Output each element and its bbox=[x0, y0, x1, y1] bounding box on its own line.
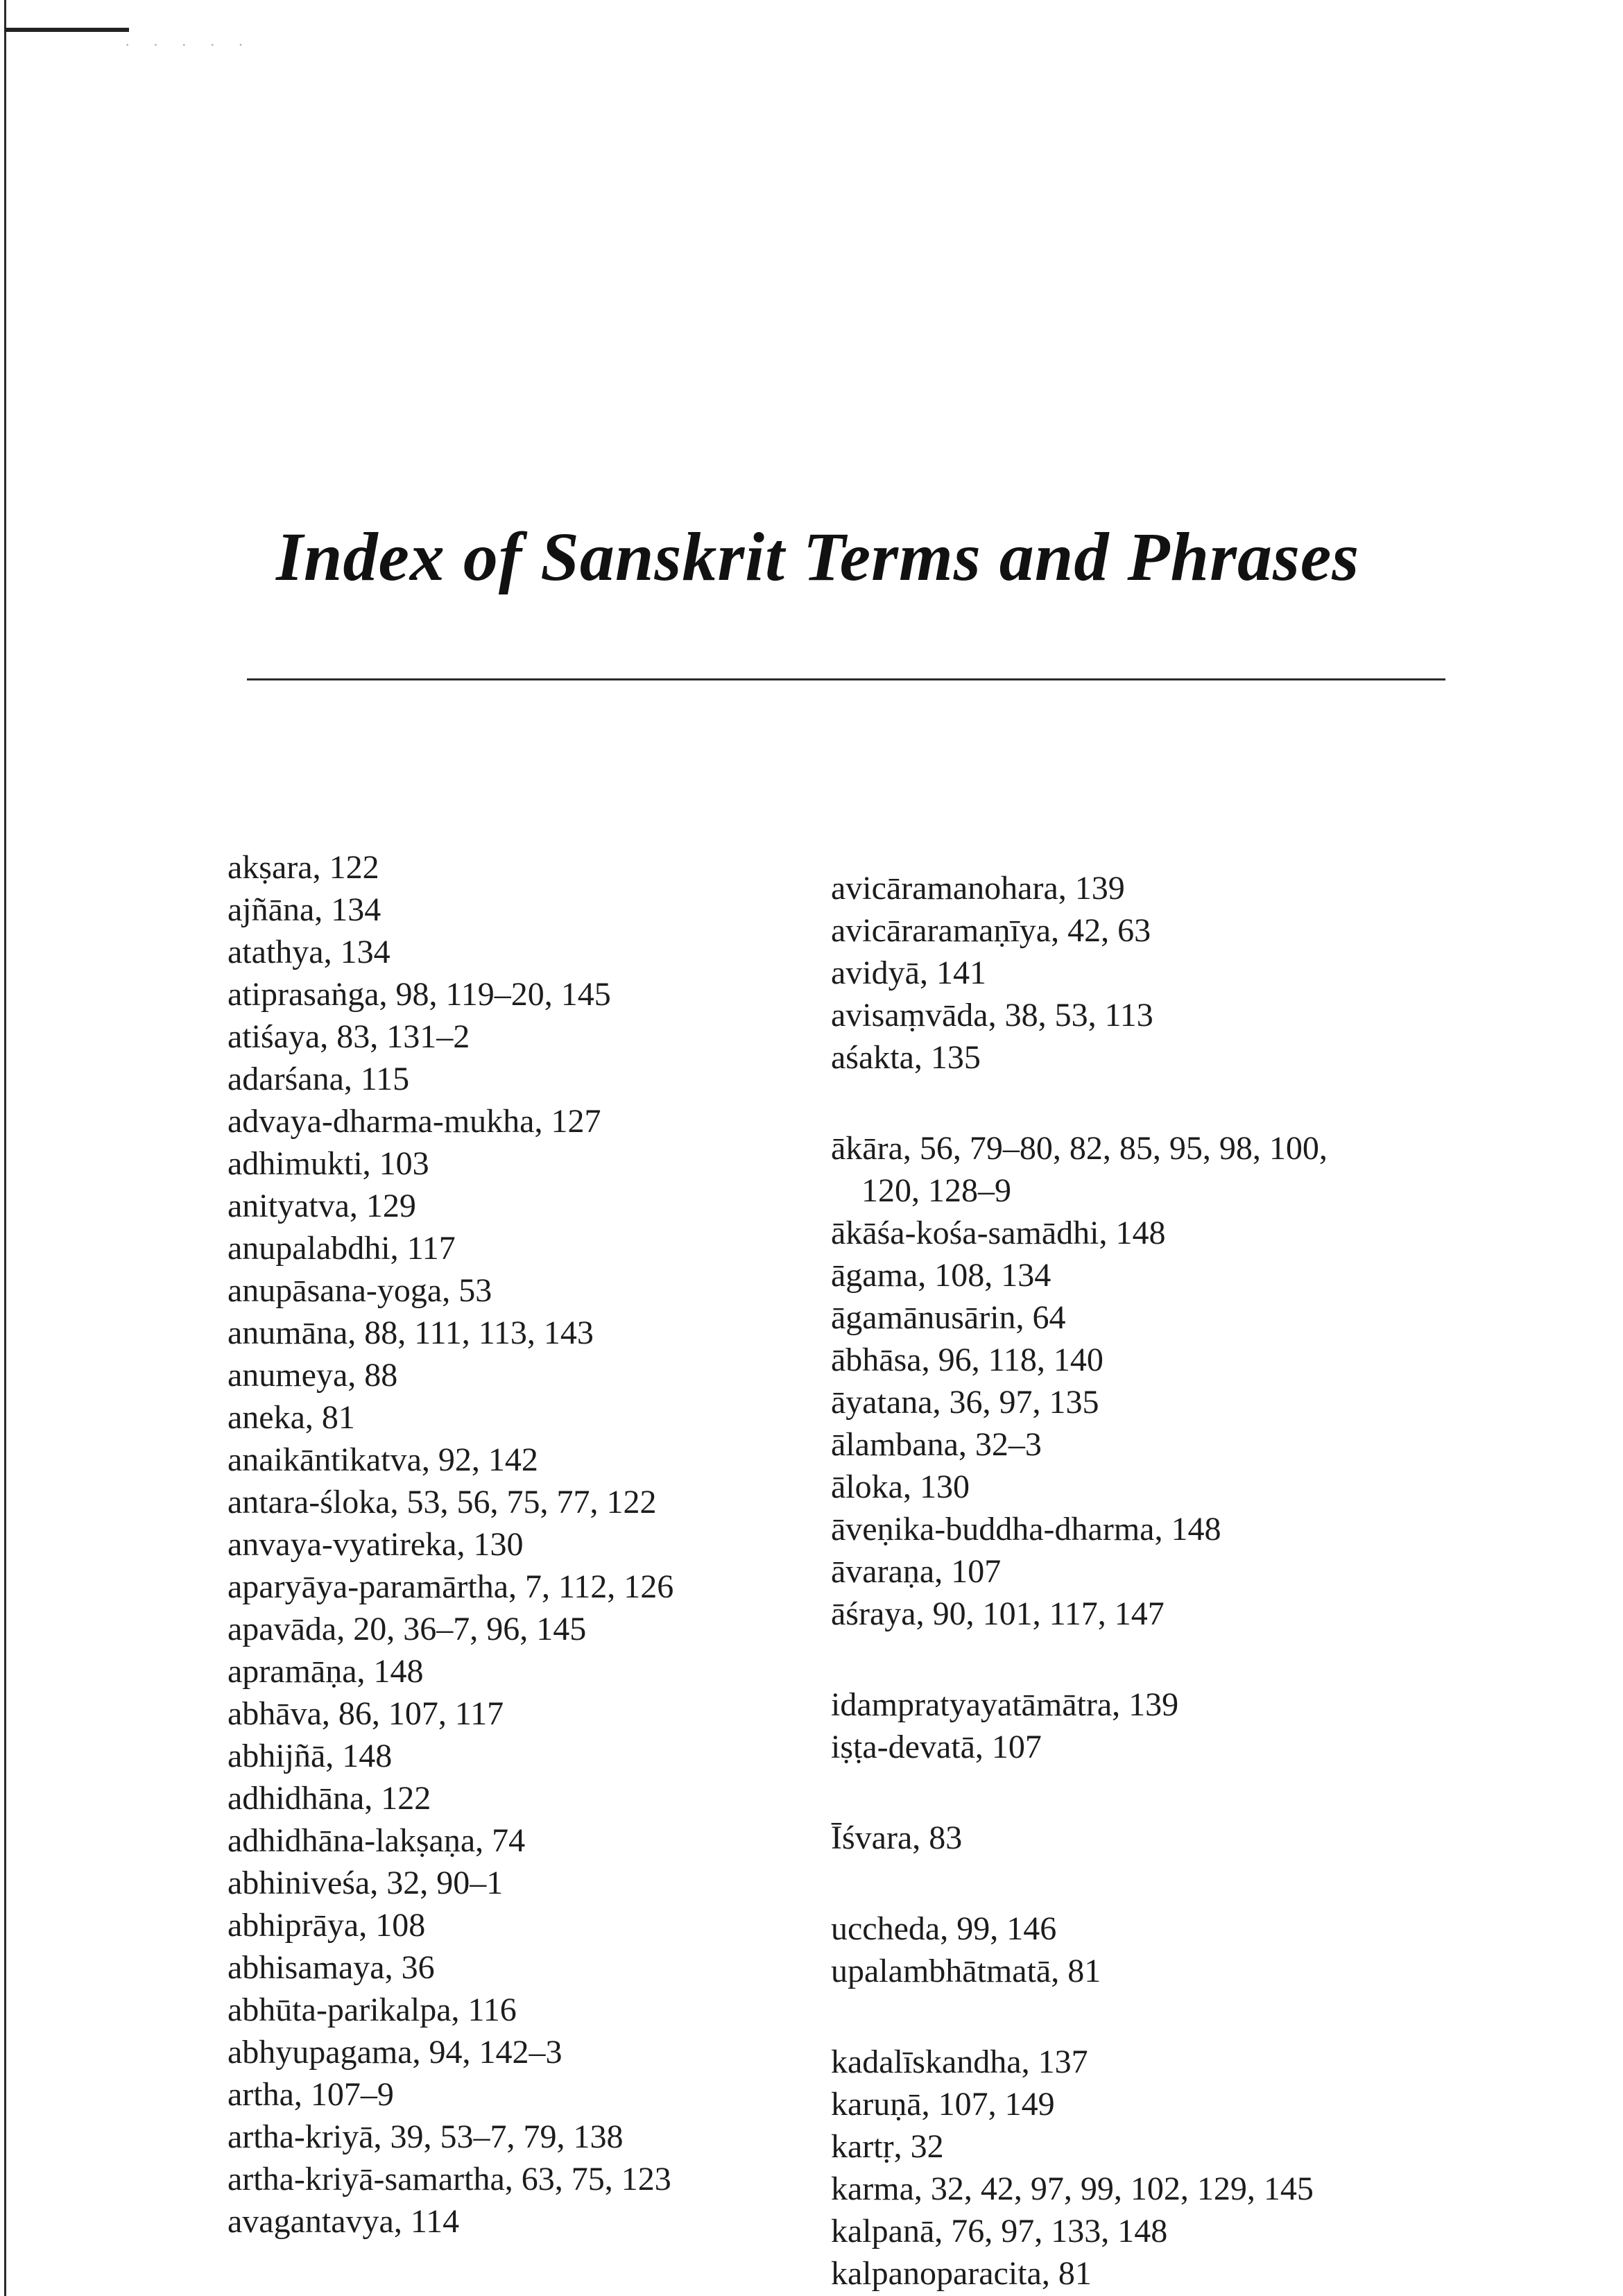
index-entry: anaikāntikatva, 92, 142 bbox=[227, 1441, 538, 1478]
index-group-gap bbox=[831, 1635, 1328, 1684]
page-binding-edge bbox=[4, 0, 6, 2296]
scan-edge-mark bbox=[4, 28, 129, 32]
index-entry: abhijñā, 148 bbox=[227, 1738, 393, 1774]
index-entry: karuṇā, 107, 149 bbox=[831, 2086, 1055, 2123]
index-entry: atathya, 134 bbox=[227, 934, 390, 970]
index-entry: āveṇika-buddha-dharma, 148 bbox=[831, 1511, 1221, 1548]
index-entry: adhimukti, 103 bbox=[227, 1145, 429, 1182]
index-group-gap bbox=[831, 1992, 1328, 2041]
index-entry: artha, 107–9 bbox=[227, 2076, 394, 2113]
index-entry: karma, 32, 42, 97, 99, 102, 129, 145 bbox=[831, 2170, 1314, 2207]
index-entry: abhisamaya, 36 bbox=[227, 1949, 435, 1986]
index-entry: avicāramanohara, 139 bbox=[831, 870, 1125, 907]
index-entry: avagantavya, 114 bbox=[227, 2203, 460, 2240]
index-entry: aneka, 81 bbox=[227, 1399, 355, 1436]
index-entry: aśakta, 135 bbox=[831, 1039, 981, 1076]
index-column-right bbox=[831, 867, 1328, 2295]
index-entry: anupalabdhi, 117 bbox=[227, 1230, 456, 1267]
index-entry: āśraya, 90, 101, 117, 147 bbox=[831, 1595, 1165, 1632]
index-column-left bbox=[227, 846, 673, 2243]
index-entry: kadalīskandha, 137 bbox=[831, 2044, 1088, 2080]
index-entry: idampratyayatāmātra, 139 bbox=[831, 1686, 1179, 1723]
index-entry: abhiniveśa, 32, 90–1 bbox=[227, 1865, 504, 1901]
index-entry: anumāna, 88, 111, 113, 143 bbox=[227, 1314, 594, 1351]
index-entry: aparyāya-paramārtha, 7, 112, 126 bbox=[227, 1568, 674, 1605]
index-entry: āloka, 130 bbox=[831, 1468, 970, 1505]
scan-speckles: · · · · · bbox=[125, 36, 253, 53]
index-entry: abhāva, 86, 107, 117 bbox=[227, 1695, 504, 1732]
page-title: Index of Sanskrit Terms and Phrases bbox=[276, 518, 1360, 595]
index-entry: avisaṃvāda, 38, 53, 113 bbox=[831, 997, 1153, 1034]
index-entry: apramāṇa, 148 bbox=[227, 1653, 424, 1690]
index-entry: adhidhāna, 122 bbox=[227, 1780, 431, 1817]
index-entry: atiprasaṅga, 98, 119–20, 145 bbox=[227, 976, 611, 1013]
index-entry: artha-kriyā, 39, 53–7, 79, 138 bbox=[227, 2118, 624, 2155]
index-entry: abhiprāya, 108 bbox=[227, 1907, 426, 1944]
index-entry: kartṛ, 32 bbox=[831, 2128, 944, 2165]
index-entry: advaya-dharma-mukha, 127 bbox=[227, 1103, 601, 1140]
index-entry: iṣṭa-devatā, 107 bbox=[831, 1729, 1042, 1765]
index-entry: abhyupagama, 94, 142–3 bbox=[227, 2034, 563, 2071]
index-entry: avicāraramaṇīya, 42, 63 bbox=[831, 912, 1151, 949]
index-entry: upalambhātmatā, 81 bbox=[831, 1953, 1101, 1989]
index-group-gap bbox=[831, 1768, 1328, 1817]
index-entry: ākāśa-kośa-samādhi, 148 bbox=[831, 1215, 1166, 1251]
index-entry: uccheda, 99, 146 bbox=[831, 1910, 1057, 1947]
index-entry: anupāsana-yoga, 53 bbox=[227, 1272, 492, 1309]
index-entry: adhidhāna-lakṣaṇa, 74 bbox=[227, 1822, 526, 1859]
index-entry: ajñāna, 134 bbox=[227, 891, 381, 928]
index-entry: atiśaya, 83, 131–2 bbox=[227, 1018, 470, 1055]
index-entry: antara-śloka, 53, 56, 75, 77, 122 bbox=[227, 1484, 657, 1520]
index-entry: apavāda, 20, 36–7, 96, 145 bbox=[227, 1611, 587, 1647]
index-entry-continuation: 120, 128–9 bbox=[861, 1172, 1011, 1209]
index-entry: āyatana, 36, 97, 135 bbox=[831, 1384, 1099, 1421]
index-entry: artha-kriyā-samartha, 63, 75, 123 bbox=[227, 2161, 671, 2198]
index-entry: abhūta-parikalpa, 116 bbox=[227, 1991, 517, 2028]
index-entry: adarśana, 115 bbox=[227, 1061, 410, 1097]
index-entry: Īśvara, 83 bbox=[831, 1819, 963, 1856]
index-entry: āgama, 108, 134 bbox=[831, 1257, 1051, 1294]
index-entry: kalpanā, 76, 97, 133, 148 bbox=[831, 2213, 1168, 2250]
index-entry: āgamānusārin, 64 bbox=[831, 1299, 1066, 1336]
title-rule bbox=[247, 678, 1445, 680]
index-entry: ābhāsa, 96, 118, 140 bbox=[831, 1342, 1104, 1378]
index-entry: anvaya-vyatireka, 130 bbox=[227, 1526, 524, 1563]
index-entry: akṣara, 122 bbox=[227, 849, 379, 886]
index-entry: ākāra, 56, 79–80, 82, 85, 95, 98, 100, bbox=[831, 1130, 1328, 1167]
index-group-gap bbox=[831, 1859, 1328, 1908]
index-entry: ālambana, 32–3 bbox=[831, 1426, 1042, 1463]
index-entry: anityatva, 129 bbox=[227, 1188, 416, 1224]
index-entry: āvaraṇa, 107 bbox=[831, 1553, 1002, 1590]
index-entry: avidyā, 141 bbox=[831, 954, 986, 991]
index-entry: kalpanoparacita, 81 bbox=[831, 2255, 1092, 2292]
index-entry: anumeya, 88 bbox=[227, 1357, 398, 1394]
index-group-gap bbox=[831, 1079, 1328, 1127]
